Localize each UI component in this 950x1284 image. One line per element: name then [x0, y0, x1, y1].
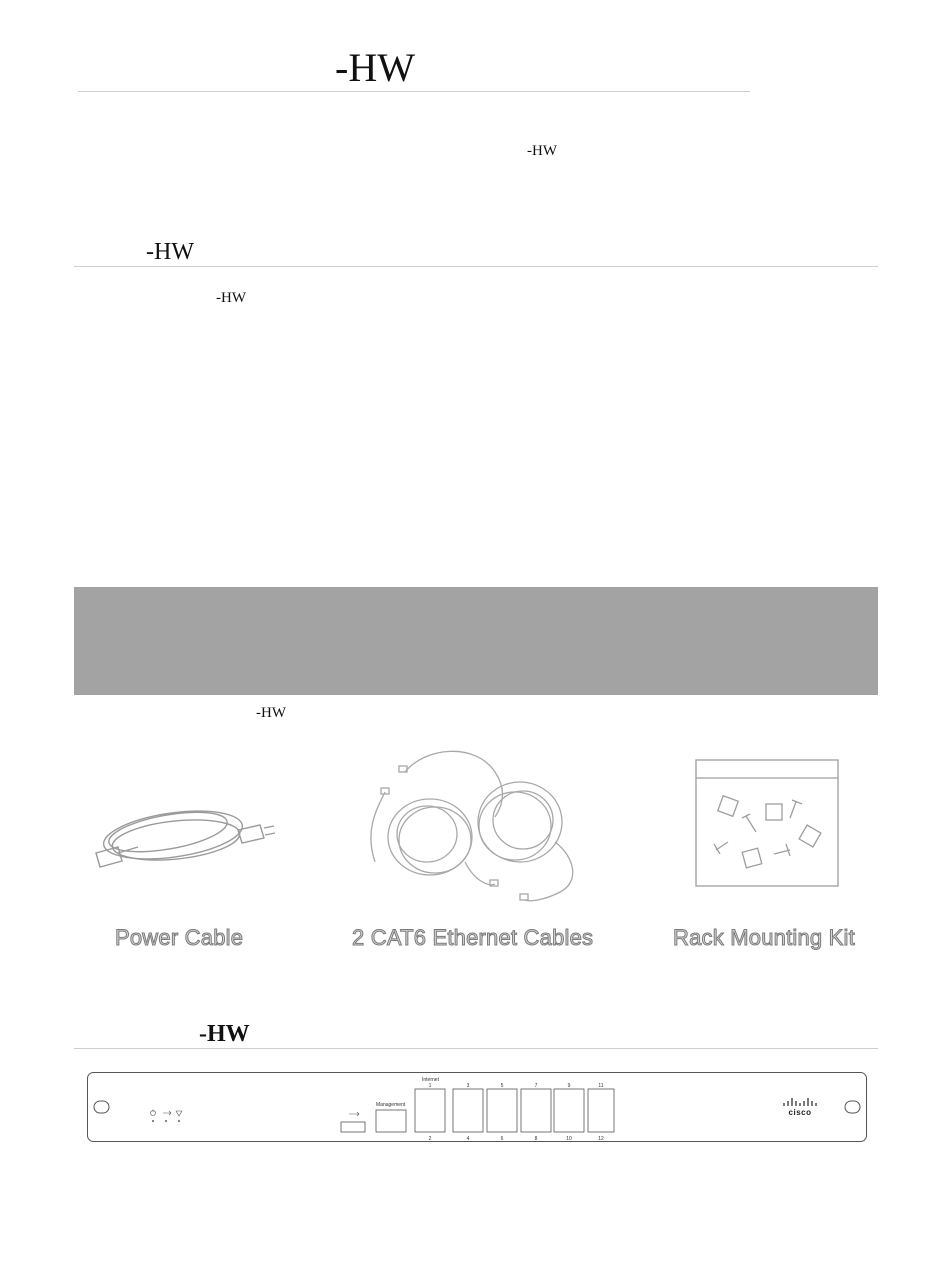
port-number: 11 [598, 1083, 604, 1089]
power-cable-icon [88, 795, 278, 885]
item-caption: Power Cable [115, 925, 244, 950]
section-text: -HW [216, 290, 246, 306]
ethernet-cables-icon [355, 742, 595, 912]
management-label: Management [376, 1102, 406, 1108]
front-panel-illustration [87, 1072, 867, 1142]
port-number: 12 [598, 1136, 604, 1142]
box-contents-text: -HW [256, 705, 286, 721]
item-caption: 2 CAT6 Ethernet Cables [352, 925, 594, 950]
port-number: 2 [428, 1136, 432, 1142]
section-heading: -HW [146, 239, 194, 265]
cisco-logo-text: cisco [788, 1108, 812, 1117]
section-rule [74, 266, 878, 267]
port-number: 4 [466, 1136, 470, 1142]
intro-text: -HW [527, 143, 557, 159]
port-number: 9 [567, 1083, 571, 1089]
section-heading: -HW [199, 1021, 250, 1047]
title-rule [78, 91, 750, 92]
port-number: 7 [534, 1083, 538, 1089]
page-title: -HW [335, 45, 415, 90]
item-caption: Rack Mounting Kit [673, 925, 855, 950]
port-number: 5 [500, 1083, 504, 1089]
rack-mounting-kit-icon [694, 758, 840, 888]
gray-block [74, 587, 878, 695]
internet-label: Internet [422, 1077, 439, 1083]
port-number: 10 [566, 1136, 572, 1142]
port-number: 8 [534, 1136, 538, 1142]
port-number: 3 [466, 1083, 470, 1089]
port-number: 6 [500, 1136, 504, 1142]
section-rule [74, 1048, 878, 1049]
port-number: 1 [428, 1083, 432, 1089]
